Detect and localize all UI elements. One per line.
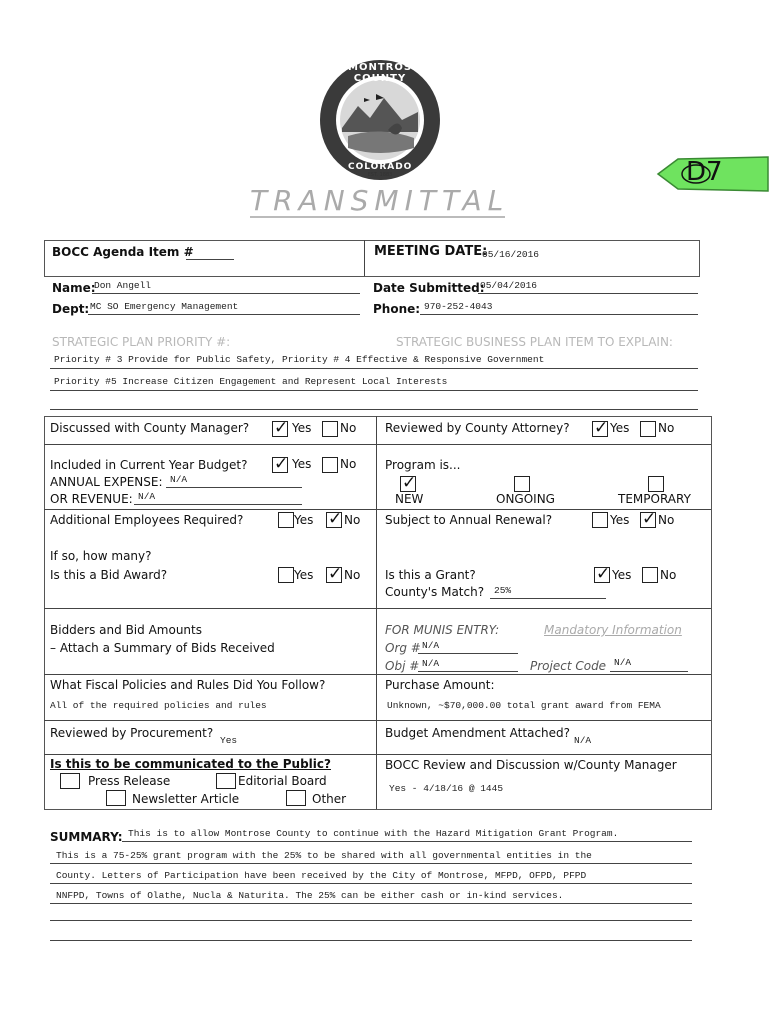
procurement-value[interactable]: Yes [220, 735, 238, 746]
project-code-label: Project Code [530, 659, 607, 673]
county-match-underline [490, 598, 606, 599]
program-temporary-checkbox[interactable] [648, 476, 664, 492]
dept-underline [88, 314, 360, 315]
public-communication-label: Is this to be communicated to the Public? [50, 757, 331, 771]
reviewed-attorney-no-checkbox[interactable] [640, 421, 656, 437]
date-submitted-underline [478, 293, 698, 294]
summary-rule-6 [50, 940, 692, 941]
obj-value[interactable]: N/A [422, 658, 440, 669]
summary-line-4[interactable]: NNFPD, Towns of Olathe, Nucla & Naturita. The 25% can be either cash or in-kind services. [56, 890, 564, 901]
dept-label: Dept: [52, 302, 90, 316]
procurement-label: Reviewed by Procurement? [50, 726, 214, 740]
newsletter-label: Newsletter Article [132, 792, 240, 806]
annual-expense-label: ANNUAL EXPENSE: [50, 475, 163, 489]
summary-line-1[interactable]: This is to allow Montrose County to continue with the Hazard Mitigation Grant Program. [128, 828, 619, 839]
editorial-board-label: Editorial Board [238, 774, 327, 788]
org-value[interactable]: N/A [422, 640, 440, 651]
annual-expense-underline [166, 487, 302, 488]
program-ongoing-checkbox[interactable] [514, 476, 530, 492]
checkmark-icon: ✓ [274, 418, 289, 438]
name-value[interactable]: Don Angell [94, 280, 152, 291]
yes-label: Yes [610, 513, 630, 527]
checkmark-icon: ✓ [594, 418, 609, 438]
revenue-underline [134, 504, 302, 505]
newsletter-checkbox[interactable] [106, 790, 126, 806]
title-underline [250, 216, 505, 218]
no-label: No [340, 457, 357, 471]
phone-underline [420, 314, 698, 315]
strategic-line-2[interactable]: Priority #5 Increase Citizen Engagement and Represent Local Interests [54, 376, 448, 387]
bidders-label: Bidders and Bid Amounts [50, 623, 202, 637]
grid-row-rule-3 [44, 608, 711, 609]
grid-row-rule-4 [44, 674, 711, 675]
plan-priority-label: STRATEGIC PLAN PRIORITY #: [52, 335, 231, 349]
checkmark-icon: ✓ [642, 509, 657, 529]
date-submitted-value[interactable]: 05/04/2016 [480, 280, 538, 291]
project-code-underline [610, 671, 688, 672]
summary-rule-5 [50, 920, 692, 921]
annual-renewal-label: Subject to Annual Renewal? [385, 513, 553, 527]
additional-employees-label: Additional Employees Required? [50, 513, 244, 527]
press-release-checkbox[interactable] [60, 773, 80, 789]
program-new-label: NEW [395, 492, 424, 506]
grid-row-rule-6 [44, 754, 711, 755]
budget-amendment-label: Budget Amendment Attached? [385, 726, 571, 740]
how-many-label: If so, how many? [50, 549, 152, 563]
summary-rule-2 [50, 863, 692, 864]
summary-rule-3 [50, 883, 692, 884]
yes-label: Yes [292, 421, 312, 435]
phone-value[interactable]: 970-252-4043 [424, 301, 493, 312]
bocc-agenda-label: BOCC Agenda Item # [52, 245, 194, 259]
tab-label: D7 [686, 157, 723, 187]
yes-label: Yes [610, 421, 630, 435]
fiscal-policies-value[interactable]: All of the required policies and rules [50, 700, 267, 711]
current-budget-no-checkbox[interactable] [322, 457, 338, 473]
strategic-line-2-rule [50, 390, 698, 391]
current-budget-label: Included in Current Year Budget? [50, 458, 248, 472]
revenue-label: OR REVENUE: [50, 492, 133, 506]
grid-center-divider [376, 416, 377, 809]
discussed-cm-label: Discussed with County Manager? [50, 421, 250, 435]
strategic-line-1[interactable]: Priority # 3 Provide for Public Safety, Priority # 4 Effective & Responsive Government [54, 354, 545, 365]
annual-renewal-yes-checkbox[interactable] [592, 512, 608, 528]
strategic-line-1-rule [50, 368, 698, 369]
checkmark-icon: ✓ [402, 473, 417, 493]
other-checkbox[interactable] [286, 790, 306, 806]
yes-label: Yes [292, 457, 312, 471]
grid-row-rule-2 [44, 509, 711, 510]
checkmark-icon: ✓ [328, 509, 343, 529]
county-match-value[interactable]: 25% [494, 585, 512, 596]
no-label: No [658, 513, 675, 527]
date-submitted-label: Date Submitted: [373, 281, 485, 295]
seal-est: EST. 1883 [367, 172, 393, 178]
dept-value[interactable]: MC SO Emergency Management [90, 301, 239, 312]
grid-row-rule-5 [44, 720, 711, 721]
no-label: No [658, 421, 675, 435]
checkmark-icon: ✓ [328, 564, 343, 584]
munis-entry-label: FOR MUNIS ENTRY: [385, 623, 500, 637]
bocc-review-label: BOCC Review and Discussion w/County Manager [385, 758, 677, 772]
yes-label: Yes [612, 568, 632, 582]
press-release-label: Press Release [88, 774, 171, 788]
mandatory-info-link[interactable]: Mandatory Information [544, 623, 682, 637]
no-label: No [344, 513, 361, 527]
program-is-label: Program is... [385, 458, 461, 472]
summary-label: SUMMARY: [50, 830, 123, 844]
purchase-amount-value[interactable]: Unknown, ~$70,000.00 total grant award from FEMA [387, 700, 661, 711]
checkmark-icon: ✓ [596, 564, 611, 584]
county-match-label: County's Match? [385, 585, 485, 599]
summary-line-2[interactable]: This is a 75-25% grant program with the 25% to be shared with all governmental entities in the [56, 850, 592, 861]
seal-bottom-text: COLORADO [348, 162, 413, 172]
fiscal-policies-label: What Fiscal Policies and Rules Did You Follow? [50, 678, 326, 692]
tab-d7-marker [656, 155, 770, 193]
project-code-value[interactable]: N/A [614, 657, 632, 668]
org-label: Org # [385, 641, 421, 655]
bocc-review-value[interactable]: Yes - 4/18/16 @ 1445 [389, 783, 504, 794]
seal-top-text: MONTROSE COUNTY [348, 62, 420, 84]
meeting-date-label: MEETING DATE: [374, 244, 488, 259]
county-seal [318, 58, 442, 182]
program-ongoing-label: ONGOING [496, 492, 555, 506]
bid-award-yes-checkbox[interactable] [278, 567, 294, 583]
budget-amendment-value[interactable]: N/A [574, 735, 592, 746]
discussed-cm-no-checkbox[interactable] [322, 421, 338, 437]
agenda-box-divider [364, 240, 365, 276]
name-underline [92, 293, 360, 294]
annual-expense-value[interactable]: N/A [170, 474, 188, 485]
other-label: Other [312, 792, 347, 806]
meeting-date-value[interactable]: 05/16/2016 [482, 249, 540, 260]
additional-employees-yes-checkbox[interactable] [278, 512, 294, 528]
no-label: No [344, 568, 361, 582]
bids-summary-label: – Attach a Summary of Bids Received [50, 641, 275, 655]
summary-rule-1 [122, 841, 692, 842]
obj-label: Obj # [385, 659, 420, 673]
editorial-board-checkbox[interactable] [216, 773, 236, 789]
purchase-amount-label: Purchase Amount: [385, 678, 495, 692]
bocc-agenda-blank[interactable] [186, 259, 234, 260]
program-temporary-label: TEMPORARY [618, 492, 691, 506]
strategic-line-3-rule [50, 409, 698, 410]
yes-label: Yes [294, 513, 314, 527]
summary-rule-4 [50, 903, 692, 904]
phone-label: Phone: [373, 302, 421, 316]
business-plan-label: STRATEGIC BUSINESS PLAN ITEM TO EXPLAIN: [396, 335, 673, 349]
page-title: TRANSMITTAL [250, 184, 510, 217]
checkmark-icon: ✓ [274, 454, 289, 474]
no-label: No [340, 421, 357, 435]
name-label: Name: [52, 281, 96, 295]
grant-no-checkbox[interactable] [642, 567, 658, 583]
yes-label: Yes [294, 568, 314, 582]
obj-underline [418, 671, 518, 672]
revenue-value[interactable]: N/A [138, 491, 156, 502]
summary-line-3[interactable]: County. Letters of Participation have been received by the City of Montrose, MFPD, OFPD, PFPD [56, 870, 587, 881]
grant-label: Is this a Grant? [385, 568, 476, 582]
no-label: No [660, 568, 677, 582]
bid-award-label: Is this a Bid Award? [50, 568, 168, 582]
org-underline [418, 653, 518, 654]
reviewed-attorney-label: Reviewed by County Attorney? [385, 421, 570, 435]
grid-row-rule-1 [44, 444, 711, 445]
